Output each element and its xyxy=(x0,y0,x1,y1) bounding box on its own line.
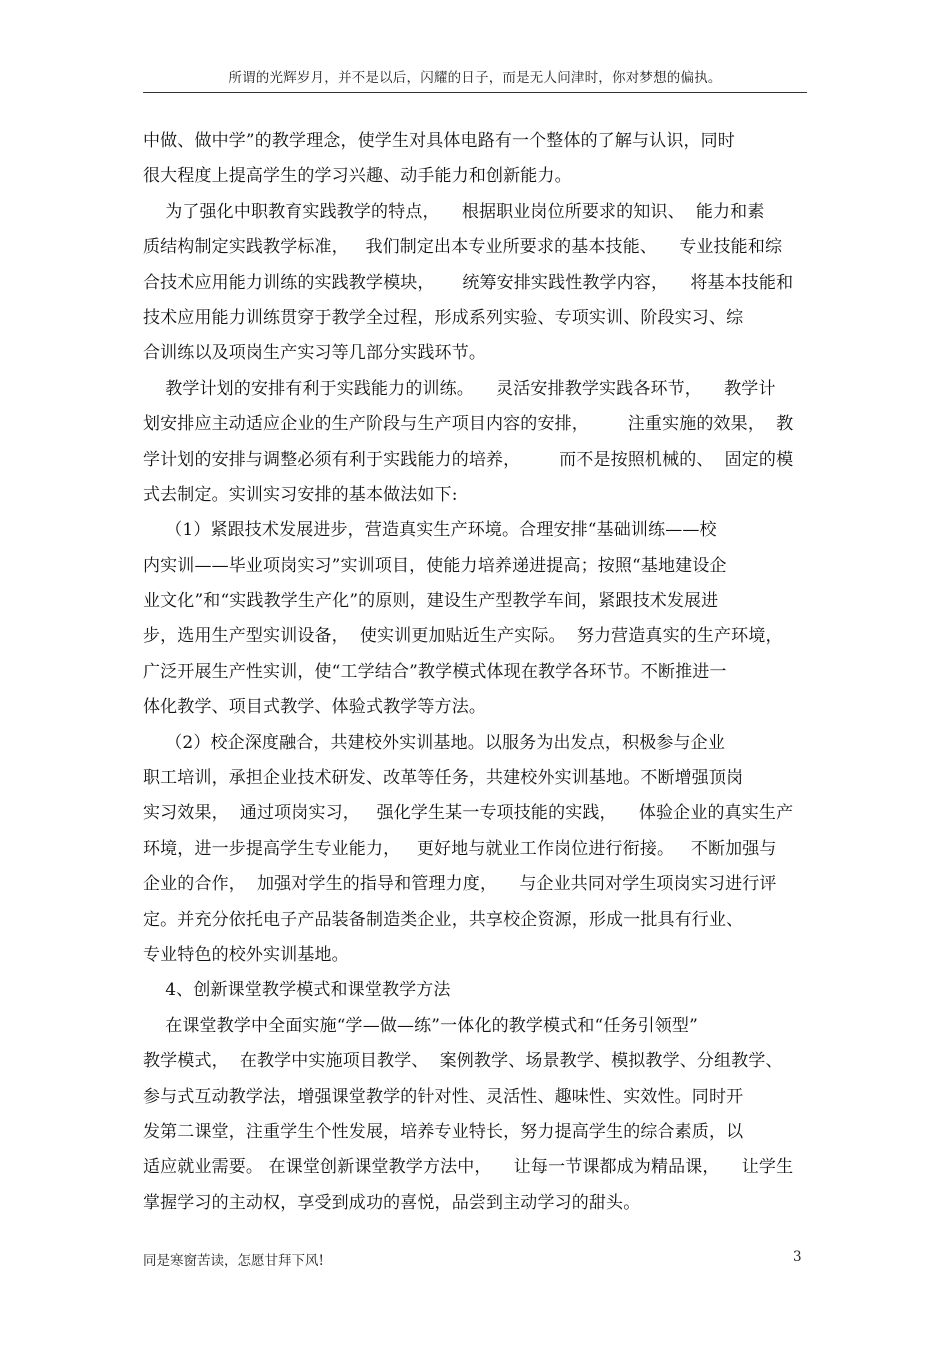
text-line: 企业的合作， 加强对学生的指导和管理力度， 与企业共同对学生项岗实习进行评 xyxy=(143,874,777,895)
text-line: 参与式互动教学法，增强课堂教学的针对性、灵活性、趣味性、实效性。同时开 xyxy=(143,1086,744,1107)
section-heading: 4、创新课堂教学模式和课堂教学方法 xyxy=(143,980,451,1001)
text-line: 内实训——毕业项岗实习”实训项目，使能力培养递进提高；按照“基地建设企 xyxy=(143,555,727,576)
text-line: 为了强化中职教育实践教学的特点， 根据职业岗位所要求的知识、 能力和素 xyxy=(143,201,765,222)
text-line: 专业特色的校外实训基地。 xyxy=(143,944,349,965)
text-line: 教学模式， 在教学中实施项目教学、 案例教学、场景教学、模拟教学、分组教学、 xyxy=(143,1051,783,1072)
text-line: 学计划的安排与调整必须有利于实践能力的培养， 而不是按照机械的、 固定的模 xyxy=(143,449,794,470)
text-line: 中做、做中学”的教学理念，使学生对具体电路有一个整体的了解与认识，同时 xyxy=(143,131,735,151)
text-line: 步，选用生产型实训设备， 使实训更加贴近生产实际。 努力营造真实的生产环境， xyxy=(143,626,783,647)
text-line: 业文化”和“实践教学生产化”的原则，建设生产型教学车间，紧跟技术发展进 xyxy=(143,591,719,612)
text-line: 在课堂教学中全面实施“学—做—练”一体化的教学模式和“任务引领型” xyxy=(143,1015,698,1036)
text-line: 实习效果， 通过项岗实习， 强化学生某一专项技能的实践， 体验企业的真实生产 xyxy=(143,803,794,824)
text-line: 合技术应用能力训练的实践教学模块， 统筹安排实践性教学内容， 将基本技能和 xyxy=(143,272,794,293)
text-line: 划安排应主动适应企业的生产阶段与生产项目内容的安排， 注重实施的效果， 教 xyxy=(143,414,794,435)
text-line: （2）校企深度融合，共建校外实训基地。以服务为出发点，积极参与企业 xyxy=(143,732,725,753)
text-line: 质结构制定实践教学标准， 我们制定出本专业所要求的基本技能、 专业技能和综 xyxy=(143,237,783,258)
text-line: （1）紧跟技术发展进步，营造真实生产环境。合理安排“基础训练——校 xyxy=(143,520,717,541)
page-header-quote: 所谓的光辉岁月，并不是以后，闪耀的日子，而是无人问津时，你对梦想的偏执。 xyxy=(228,70,722,86)
text-line: 教学计划的安排有利于实践能力的训练。 灵活安排教学实践各环节， 教学计 xyxy=(143,378,776,399)
body-text xyxy=(143,124,813,1221)
text-line: 技术应用能力训练贯穿于教学全过程，形成系列实验、专项实训、阶段实习、综 xyxy=(143,307,744,328)
text-line: 职工培训，承担企业技术研发、改革等任务，共建校外实训基地。不断增强顶岗 xyxy=(143,768,744,789)
text-line: 很大程度上提高学生的学习兴趣、动手能力和创新能力。 xyxy=(143,166,572,187)
text-line: 发第二课堂，注重学生个性发展，培养专业特长，努力提高学生的综合素质，以 xyxy=(143,1121,744,1142)
text-line: 合训练以及项岗生产实习等几部分实践环节。 xyxy=(143,343,486,364)
footer-motto: 同是寒窗苦读，怎愿甘拜下风! xyxy=(143,1253,324,1269)
page-number: 3 xyxy=(793,1249,802,1265)
text-line: 广泛开展生产性实训，使“工学结合”教学模式体现在教学各环节。不断推进一 xyxy=(143,661,727,682)
text-line: 体化教学、项目式教学、体验式教学等方法。 xyxy=(143,697,486,718)
text-line: 适应就业需要。 在课堂创新课堂教学方法中， 让每一节课都成为精品课， 让学生 xyxy=(143,1157,794,1178)
header-divider xyxy=(143,92,807,93)
text-line: 掌握学习的主动权，享受到成功的喜悦，品尝到主动学习的甜头。 xyxy=(143,1192,641,1213)
text-line: 式去制定。实训实习安排的基本做法如下: xyxy=(143,484,458,505)
text-line: 定。并充分依托电子产品装备制造类企业，共享校企资源，形成一批具有行业、 xyxy=(143,909,744,930)
text-line: 环境，进一步提高学生专业能力， 更好地与就业工作岗位进行衔接。 不断加强与 xyxy=(143,838,777,859)
